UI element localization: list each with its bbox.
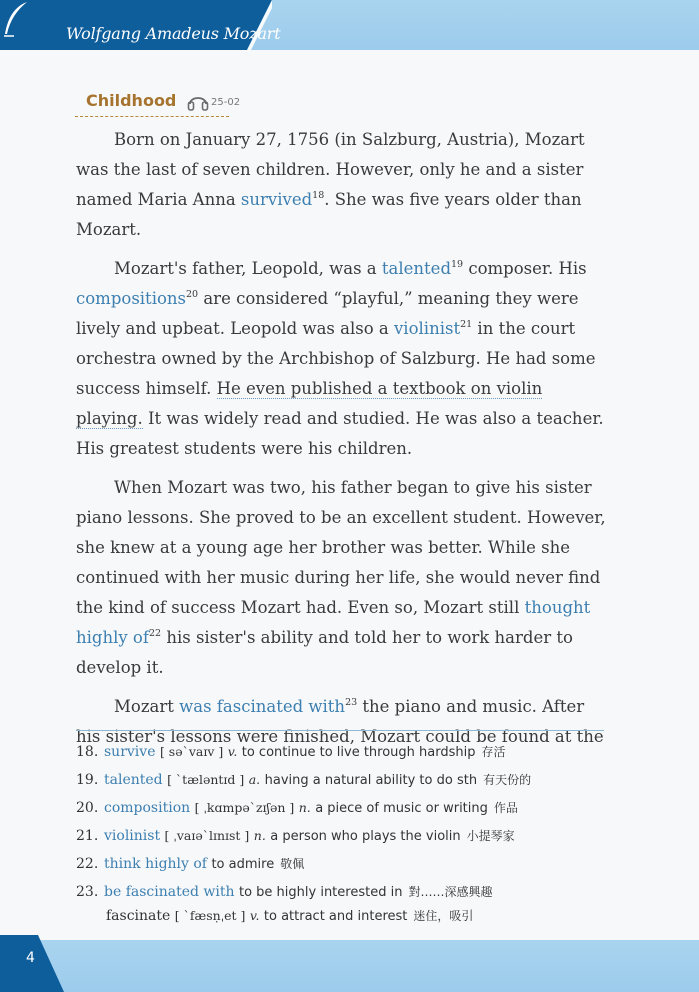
subentry-definition: to attract and interest: [263, 909, 408, 924]
underlined-sentence: He even published a textbook on violin playing.: [76, 379, 543, 428]
glossary-divider: [76, 730, 604, 731]
entry-pos: n.: [298, 800, 311, 815]
footnote-23: 23: [345, 697, 358, 708]
entry-pos: a.: [248, 772, 261, 787]
entry-word: talented: [104, 772, 163, 788]
glossary-entry: [76, 797, 616, 825]
entry-chinese: 敬佩: [280, 857, 305, 871]
text-run: the piano and music. After his sister's lessons were finished, Mozart could be found at the: [76, 697, 604, 746]
entry-number: 23.: [76, 884, 99, 900]
vocab-talented: talented: [381, 259, 451, 278]
text-run: It was widely read and studied. He was also a teacher. His greatest students were his children.: [76, 409, 604, 458]
entry-ipa: [ sə`vaɪv ]: [159, 744, 224, 759]
headphones-icon[interactable]: [187, 90, 209, 112]
glossary-subentry: [76, 905, 616, 933]
entry-number: 18.: [76, 744, 99, 760]
text-run: Born on January 27, 1756 (in Salzburg, Austria), Mozart was the last of seven children. However, only he and a sister named Maria Anna: [76, 130, 585, 209]
text-run: are considered “playful,” meaning they were lively and upbeat. Leopold was also a: [76, 289, 579, 338]
page-number-tab: [0, 935, 70, 992]
entry-chinese: 小提琴家: [466, 829, 515, 843]
glossary-entry: [76, 769, 616, 797]
entry-chinese: 作品: [493, 801, 518, 815]
entry-number: 22.: [76, 856, 99, 872]
quill-icon: [0, 0, 30, 40]
entry-number: 21.: [76, 828, 99, 844]
section-title: Childhood: [86, 91, 177, 110]
entry-definition: to continue to live through hardship: [241, 745, 476, 760]
entry-word: survive: [104, 744, 156, 760]
glossary-entry: [76, 881, 616, 905]
footnote-20: 20: [186, 289, 199, 300]
entry-number: 19.: [76, 772, 99, 788]
reading-passage: [76, 125, 608, 761]
text-run: Mozart: [114, 697, 180, 716]
text-run: . She was five years older than Mozart.: [76, 190, 582, 239]
entry-number: 20.: [76, 800, 99, 816]
entry-definition: a piece of music or writing: [315, 801, 488, 816]
entry-definition: having a natural ability to do sth: [264, 773, 478, 788]
entry-definition: to admire: [211, 857, 275, 872]
entry-ipa: [ ˌvaɪə`lɪnɪst ]: [164, 828, 250, 843]
glossary-entry: [76, 741, 616, 769]
paragraph-2: [76, 254, 608, 464]
glossary-entry: [76, 825, 616, 853]
section-heading: [75, 88, 241, 117]
vocab-survived: survived: [240, 190, 313, 209]
entry-chinese: 對……深感興趣: [408, 885, 493, 899]
glossary: [76, 741, 616, 933]
entry-pos: v.: [227, 744, 238, 759]
text-run: in the court orchestra owned by the Archbishop of Salzburg. He had some success himself.: [76, 319, 596, 398]
entry-chinese: 存活: [481, 745, 506, 759]
text-run: When Mozart was two, his father began to give his sister piano lessons. She proved to be an excellent student. However, she knew at a young age her brother was better. While she continued with her music during her life, she would never find the kind of success Mozart had. Even so, Mozart still: [76, 478, 606, 617]
paragraph-1: [76, 125, 608, 245]
entry-word: be fascinated with: [104, 884, 235, 900]
bottom-banner: [0, 940, 699, 992]
vocab-compositions: compositions: [76, 289, 186, 308]
entry-word: composition: [104, 800, 191, 816]
entry-word: think highly of: [104, 856, 207, 872]
subentry-word: fascinate: [106, 908, 171, 924]
entry-definition: to be highly interested in: [238, 885, 403, 900]
footnote-22: 22: [148, 628, 162, 639]
audio-track-number: 25-02: [211, 97, 241, 108]
glossary-entry: [76, 853, 616, 881]
entry-definition: a person who plays the violin: [270, 829, 461, 844]
book-title: Wolfgang Amadeus Mozart: [66, 24, 281, 43]
title-tab: [0, 0, 281, 50]
footnote-18: 18: [312, 190, 325, 201]
footnote-19: 19: [451, 259, 464, 270]
vocab-thought-highly-of: thought highly of: [76, 598, 591, 647]
text-run: Mozart's father, Leopold, was a: [114, 259, 382, 278]
subentry-chinese: 迷住，吸引: [413, 909, 474, 923]
footnote-21: 21: [460, 319, 473, 330]
entry-ipa: [ ˌkɑmpə`zɪʃən ]: [194, 800, 295, 815]
text-run: his sister's ability and told her to work harder to develop it.: [76, 628, 573, 677]
text-run: composer. His: [463, 259, 587, 278]
paragraph-3: [76, 473, 608, 683]
subentry-ipa: [ `fæsṇˌet ]: [174, 908, 246, 923]
entry-chinese: 有天份的: [483, 773, 532, 787]
entry-word: violinist: [104, 828, 161, 844]
entry-pos: n.: [253, 828, 266, 843]
subentry-pos: v.: [249, 908, 260, 923]
page-number: 4: [26, 950, 35, 966]
entry-ipa: [ `tæləntɪd ]: [167, 772, 245, 787]
vocab-was-fascinated-with: was fascinated with: [179, 697, 346, 716]
vocab-violinist: violinist: [393, 319, 461, 338]
